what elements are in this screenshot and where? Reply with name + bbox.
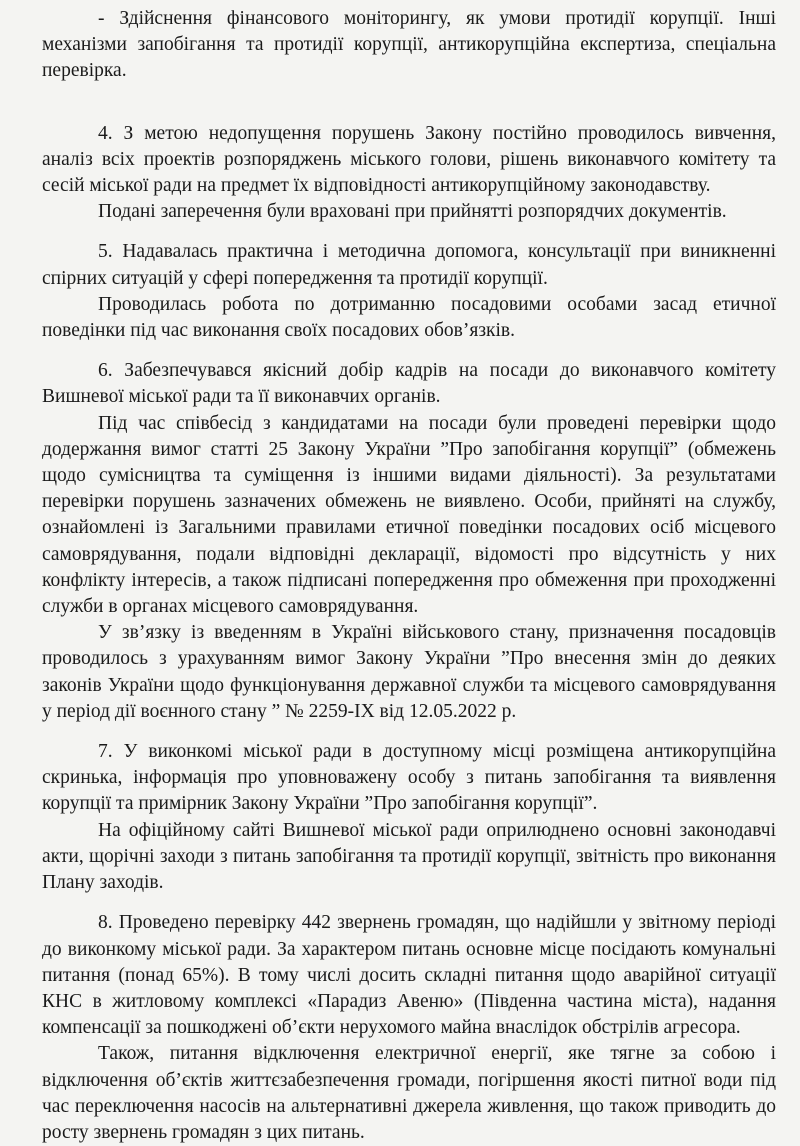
paragraph-item-7: 7. У виконкомі міської ради в доступному місці розміщена антикорупційна скринька, інформація про уповноважену особу з питань запобігання та виявлення корупції та примірник Закону України ”Про запобігання корупції”.	[42, 741, 776, 815]
paragraph-item-8: 8. Проведено перевірку 442 звернень громадян, що надійшли у звітному періоді до виконкому міської ради. За характером питань основне місце посідають комунальні питання (понад 65%). В тому числі досить складні питання щодо аварійної ситуації КНС в житловому комплексі «Парадиз Авеню» (Південна частина міста), надання компенсації за пошкоджені об’єкти нерухомого майна внаслідок обстрілів агресора.	[42, 912, 776, 1039]
paragraph-item-5: 5. Надавалась практична і методична допомога, консультації при виникненні спірних ситуацій у сфері попередження та протидії корупції.	[42, 241, 776, 289]
paragraph-website: На офіційному сайті Вишневої міської ради оприлюднено основні законодавчі акти, щорічні заходи з питань запобігання та протидії корупції, звітність про виконання Плану заходів.	[42, 819, 776, 894]
paragraph-ethics: Проводилась робота по дотриманню посадовими особами засад етичної поведінки під час виконання своїх посадових обов’язків.	[42, 293, 776, 342]
paragraph-martial-law: У зв’язку із введенням в Україні військового стану, призначення посадовців проводилось з урахуванням вимог Закону України ”Про внесення змін до деяких законів України щодо функціонування державної служби та місцевого самоврядування у період дії воєнного стану ” № 2259-ІХ від 12.05.2022 р.	[42, 622, 776, 722]
paragraph-financial-monitoring: - Здійснення фінансового моніторингу, як умови протидії корупції. Інші механізми запобігання та протидії корупції, антикорупційна експертиза, спеціальна перевірка.	[42, 8, 776, 82]
paragraph-item-6: 6. Забезпечувався якісний добір кадрів на посади до виконавчого комітету Вишневої міської ради та її виконавчих органів.	[42, 360, 776, 408]
paragraph-item-4: 4. З метою недопущення порушень Закону постійно проводилось вивчення, аналіз всіх проектів розпоряджень міського голови, рішень виконавчого комітету та сесій міської ради на предмет їх відповідності антикорупційному законодавству.	[42, 122, 776, 197]
paragraph-interviews: Під час співбесід з кандидатами на посади були проведені перевірки щодо додержання вимог статті 25 Закону України ”Про запобігання корупції” (обмежень щодо сумісництва та суміщення із іншими видами діяльності). За результатами перевірки порушень зазначених обмежень не виявлено. Особи, прийняті на службу, ознайомлені із Загальними правилами етичної поведінки посадових осіб місцевого самоврядування, подали відповідні декларації, відомості про відсутність у них конфлікту інтересів, а також підписані попередження про обмеження при проходженні служби в органах місцевого самоврядування.	[42, 412, 776, 618]
paragraph-objections: Подані заперечення були враховані при прийнятті розпорядчих документів.	[98, 201, 727, 223]
paragraph-electricity: Також, питання відключення електричної енергії, яке тягне за собою і відключення об’єктів життєзабезпечення громади, погіршення якості питної води під час переключення насосів на альтернативні джерела живлення, що також приводить до росту звернень громадян з цих питань.	[42, 1043, 776, 1143]
